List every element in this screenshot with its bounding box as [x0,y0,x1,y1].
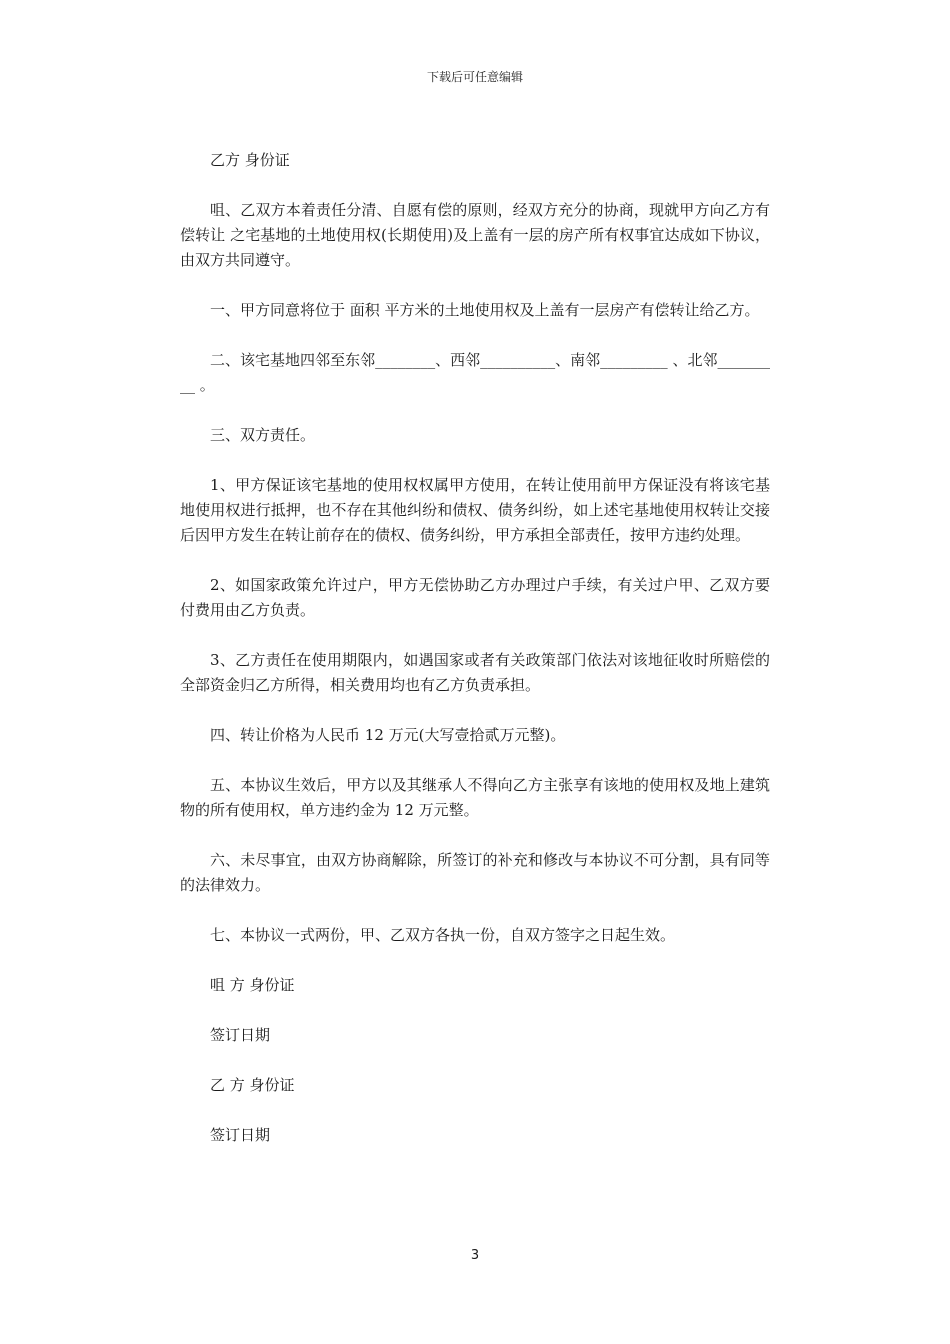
paragraph-clause-3: 三、双方责任。 [210,426,316,444]
page-header: 下载后可任意编辑 [426,70,523,84]
paragraph-clause-2: 二、该宅基地四邻至东邻________、西邻__________、南邻_________ 、北邻_________ 。 [180,351,770,394]
paragraph-clause-4: 四、转让价格为人民币 12 万元(大写壹拾贰万元整)。 [210,726,566,744]
signature-date-b: 签订日期 [210,1126,271,1144]
paragraph-party-b-id: 乙方 身份证 [210,151,290,169]
paragraph-clause-3-2: 2、如国家政策允许过户，甲方无偿协助乙方办理过户手续，有关过户甲、乙双方要付费用由乙方负责。 [180,576,770,619]
paragraph-clause-3-1: 1、甲方保证该宅基地的使用权权属甲方使用，在转让使用前甲方保证没有将该宅基地使用权进行抵押，也不存在其他纠纷和债权、债务纠纷，如上述宅基地使用权转让交接后因甲方发生在转让前存在的债权、债务纠纷，甲方承担全部责任，按甲方违约处理。 [180,476,770,544]
paragraph-preamble: 咀、乙双方本着责任分清、自愿有偿的原则，经双方充分的协商，现就甲方向乙方有偿转让 之宅基地的土地使用权(长期使用)及上盖有一层的房产所有权事宜达成如下协议，由双方共同遵守。 [180,201,770,269]
paragraph-clause-3-3: 3、乙方责任在使用期限内，如遇国家或者有关政策部门依法对该地征收时所赔偿的全部资金归乙方所得，相关费用均也有乙方负责承担。 [180,651,770,694]
paragraph-clause-7: 七、本协议一式两份，甲、乙双方各执一份，自双方签字之日起生效。 [210,926,676,944]
signature-party-b: 乙 方 身份证 [210,1076,295,1094]
paragraph-clause-1: 一、甲方同意将位于 面积 平方米的土地使用权及上盖有一层房产有偿转让给乙方。 [210,301,760,319]
signature-date-a: 签订日期 [210,1026,271,1044]
paragraph-clause-6: 六、未尽事宜，由双方协商解除，所签订的补充和修改与本协议不可分割，具有同等的法律效力。 [180,851,770,894]
paragraph-clause-5: 五、本协议生效后，甲方以及其继承人不得向乙方主张享有该地的使用权及地上建筑物的所有使用权，单方违约金为 12 万元整。 [180,776,770,819]
page-number: 3 [470,1248,480,1263]
signature-party-a: 咀 方 身份证 [210,976,295,994]
contract-body [180,148,770,1173]
